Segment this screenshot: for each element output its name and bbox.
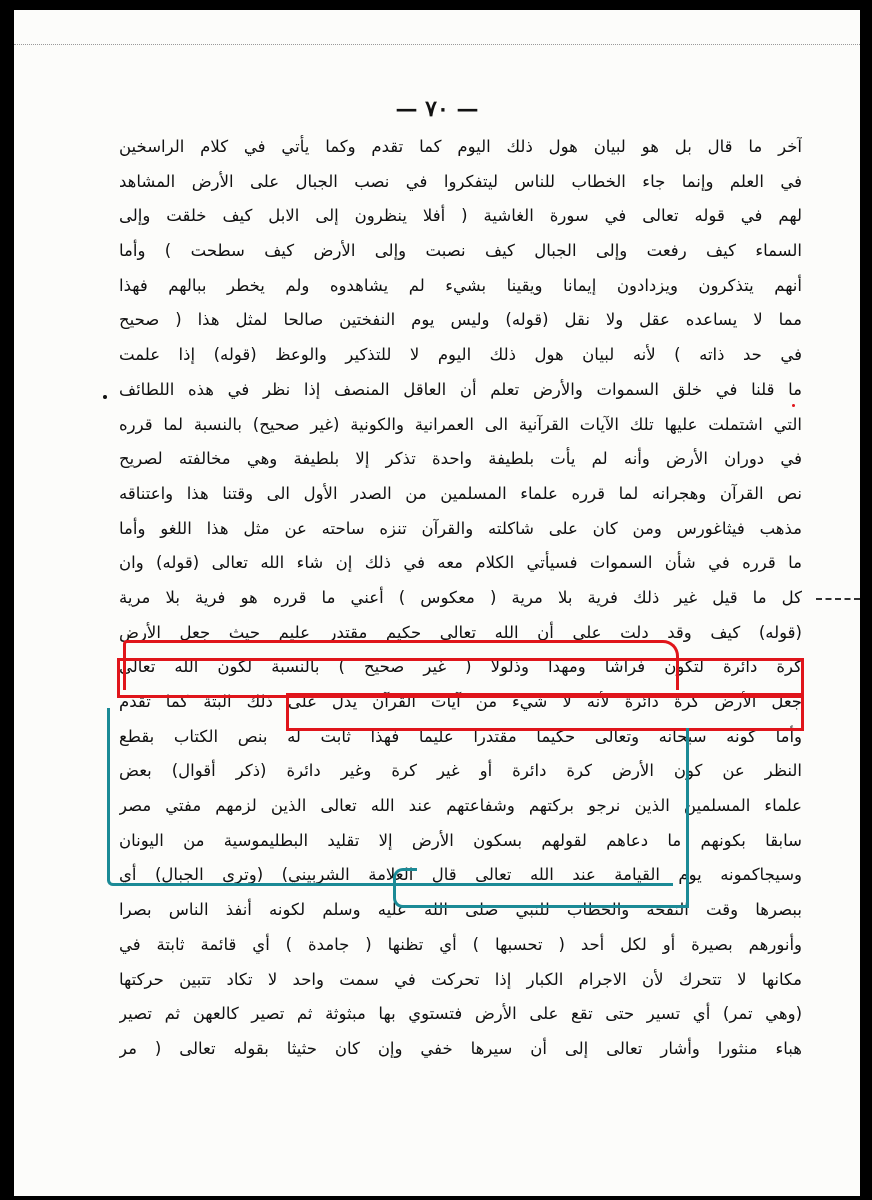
scanned-page	[14, 10, 860, 1196]
scan-dotted-rule	[14, 44, 860, 45]
margin-dot-black	[103, 395, 107, 399]
text-line: كرة دائرة لتكون فراشا ومهدا وذلولا ( غير صحيح ) بالنسبة لكون الله تعالى	[119, 657, 802, 677]
page-body-text	[119, 130, 802, 1067]
text-line: آخر ما قال بل هو لبيان هول ذلك اليوم كما تقدم وكما يأتي في كلام الراسخين	[119, 137, 802, 156]
text-line: في دوران الأرض وأنه لم يأت بلطيفة واحدة تذكر إلا بلطيفة وهي مخالفته لصريح	[119, 449, 802, 469]
text-line: هباء منثورا وأشار تعالى إلى أن سيرها خفي وإن كان حثيثا بقوله تعالى ( مر	[119, 1038, 802, 1058]
text-line: وأنورهم بصيرة أو لكل أحد ( تحسبها ) أي تظنها ( جامدة ) أي قائمة ثابتة في	[119, 934, 802, 954]
text-line: نص القرآن وهجرانه لما قرره علماء المسلمين من الصدر الأول الى وقتنا هذا واعتناقه	[119, 483, 802, 503]
text-line: أنهم يتذكرون ويزدادون إيمانا ويقينا بشيء لم يشاهدوه ولم يخطر ببالهم فهذا	[119, 275, 802, 295]
text-line: السماء كيف رفعت وإلى الجبال كيف نصبت وإلى الأرض كيف سطحت ) وأما	[119, 241, 802, 261]
text-line: جعل الأرض كرة دائرة لأنه لا شيء من آيات القرآن يدل على ذلك البتة كما تقدم	[119, 692, 802, 711]
teal-highlight-box-inner	[393, 868, 417, 898]
text-line: في حد ذاته ) لأنه لبيان هول ذلك اليوم لا للتذكير والوعظ (قوله) إذا علمت	[119, 345, 802, 365]
teal-highlight-box-bottom	[393, 876, 689, 908]
text-line: ما قلنا في خلق السموات والأرض تعلم أن العاقل المنصف إذا نظر في هذه اللطائف	[119, 379, 802, 399]
text-line: مذهب فيثاغورس ومن كان على شاكلته والقرآن تنزه ساحته عن مثل هذا اللغو وأما	[119, 518, 802, 538]
scan-dashed-mark	[816, 598, 860, 600]
text-line: النظر عن كون الأرض كرة دائرة أو غير كرة وغير دائرة (ذكر أقوال) بعض	[119, 761, 802, 781]
text-line: علماء المسلمين الذين نرجو بركتهم وشفاعتهم عند الله تعالى الذين لزمهم مفتي مصر	[119, 796, 802, 816]
text-line: التي اشتملت عليها تلك الآيات القرآنية الى العمرانية والكونية (غير صحيح) بالنسبة لما قرره	[119, 414, 802, 434]
text-line: كل ما قيل غير ذلك فرية بلا مرية ( معكوس ) أعني ما قرره هو فرية بلا مرية	[119, 587, 802, 607]
page-number: — ٧٠ —	[395, 96, 479, 122]
text-line: (قوله) كيف وقد دلت على أن الله تعالى حكيم مقتدر عليم حيث جعل الأرض	[119, 622, 802, 642]
text-line: مكانها لا تتحرك لأن الاجرام الكبار إذا تحركت في سمت واحد لا تكاد تتبين حركتها	[119, 969, 802, 989]
text-line: ببصرها وقت النفخة والخطاب للنبي صلى الله عليه وسلم لكونه أنفذ الناس بصرا	[119, 900, 802, 920]
text-line: مما لا يساعده عقل ولا نقل (قوله) وليس يوم النفختين صالحا لمثل هذا ( صحيح	[119, 310, 802, 330]
text-line: ما قرره في شأن السموات فسيأتي الكلام معه في ذلك إن شاء الله تعالى (قوله) وان	[119, 553, 802, 573]
text-line: في العلم وإنما جاء الخطاب للناس ليتفكروا في نصب الجبال على الأرض المشاهد	[119, 171, 802, 191]
text-line: وأما كونه سبحانه وتعالى حكيما مقتدرا عليما فهذا ثابت له بنص الكتاب بقطع	[119, 726, 802, 746]
text-line: وسيجاكمونه يوم القيامة عند الله تعالى قال العلامة الشربيني) (وترى الجبال) أي	[119, 865, 802, 885]
text-line: سابقا بكونهم ما دعاهم لقولهم بسكون الأرض إلا تقليد البطليموسية من اليونان	[119, 830, 802, 850]
text-line: (وهي تمر) أي تسير حتى تقع على الأرض فتستوي بها مبثوثة ثم تصير كالعهن ثم تصير	[119, 1004, 802, 1024]
teal-highlight-box-top	[107, 708, 673, 886]
text-line: لهم في قوله تعالى في سورة الغاشية ( أفلا ينظرون إلى الابل كيف خلقت وإلى	[119, 206, 802, 226]
red-highlight-box-2	[117, 658, 804, 698]
